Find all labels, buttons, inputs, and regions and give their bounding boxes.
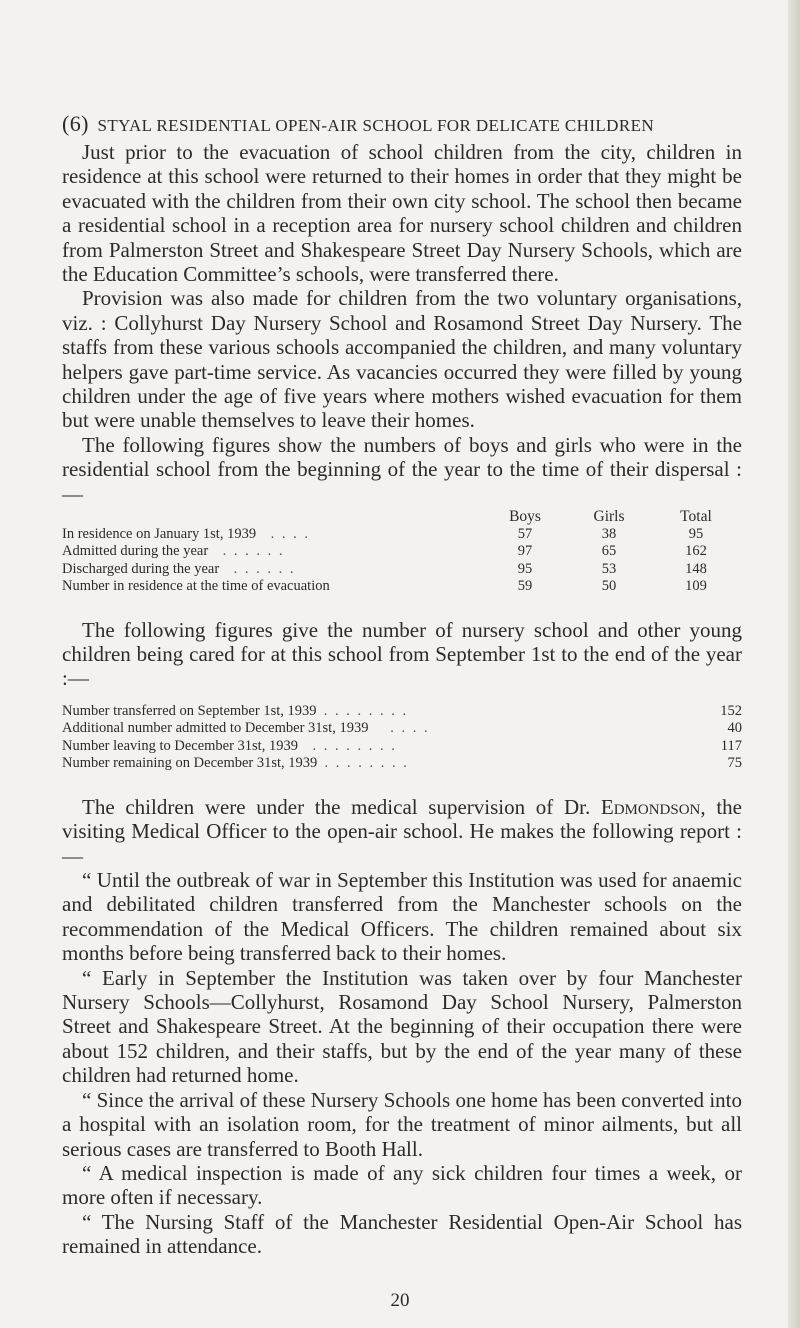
row-value: 40 xyxy=(727,720,742,737)
boys-value: 59 xyxy=(517,578,533,595)
page-content xyxy=(62,112,742,1259)
row-label: Admitted during the year xyxy=(62,543,209,560)
quote-nursing-staff: “ The Nursing Staff of the Manchester Residential Open-Air School has remained in attendance. xyxy=(62,1209,742,1259)
section-heading xyxy=(62,112,742,138)
quote-nursery-takeover: “ Early in September the Institution was taken over by four Manchester Nursery Schools—Collyhurst, Rosamond Day School Nursery, Palmerston Street and Shakespeare Street. At the beginning of their occupation there were about 152 children, and their staffs, but by the end of the year many of these children had returned home. xyxy=(62,965,742,1088)
row-label: Discharged during the year xyxy=(62,560,220,577)
header-total: Total xyxy=(680,508,712,526)
table-row xyxy=(62,720,742,738)
paragraph-provision: Provision was also made for children from the two voluntary organisations, viz. : Collyhurst Day Nursery School and Rosamond Street Day Nursery. The staffs from these various schools accompanied the children, and many voluntary helpers gave part-time service. As vacancies occurred they were filled by young children under the age of five years where mothers wished evacuation for them but were unable themselves to leave their homes. xyxy=(62,286,742,433)
girls-value: 38 xyxy=(601,525,617,542)
header-girls: Girls xyxy=(593,508,625,526)
table-row xyxy=(62,755,742,773)
table-row xyxy=(62,578,742,596)
quote-medical-inspection: “ A medical inspection is made of any sick children four times a week, or more often if necessary. xyxy=(62,1160,742,1210)
section-number: (6) xyxy=(62,111,89,136)
girls-value: 50 xyxy=(601,578,617,595)
total-value: 162 xyxy=(685,543,707,560)
paragraph-nursery-intro: The following figures give the number of nursery school and other young children being cared for at this school from September 1st to the end of the year :— xyxy=(62,617,742,691)
table-row xyxy=(62,703,742,721)
leader-dots: . . . . xyxy=(270,525,310,542)
girls-value: 65 xyxy=(601,543,617,560)
quote-outbreak-of-war: “ Until the outbreak of war in September this Institution was used for anaemic and debilitated children transferred from the Manchester schools on the recommendation of the Medical Officers. The children remained about six months before being transferred back to their homes. xyxy=(62,868,742,966)
total-value: 109 xyxy=(685,578,707,595)
page-number: 20 xyxy=(390,1290,410,1311)
paragraph-figures-intro: The following figures show the numbers of boys and girls who were in the residential school from the beginning of the year to the time of their dispersal :— xyxy=(62,432,742,506)
row-label: Number transferred on September 1st, 1939 xyxy=(62,702,317,719)
row-label: Additional number admitted to December 31st, 1939 xyxy=(62,720,369,737)
row-value: 75 xyxy=(727,755,742,772)
supervision-text-start: The children were under the medical supervision of Dr. xyxy=(82,794,601,819)
girls-value: 53 xyxy=(601,560,617,577)
residence-table-header xyxy=(62,508,742,526)
leader-dots: . . . . . . . . xyxy=(324,755,409,772)
leader-dots: . . . . . . . . xyxy=(323,702,409,719)
row-label: Number leaving to December 31st, 1939 xyxy=(62,737,298,754)
row-label: Number in residence at the time of evacuation xyxy=(62,578,330,595)
table-row xyxy=(62,561,742,579)
total-value: 95 xyxy=(688,525,704,542)
table-row xyxy=(62,738,742,756)
leader-dots: . . . . xyxy=(390,720,430,737)
supervision-text-end: , the visiting Medical Officer to the open-air school. He makes the following report :— xyxy=(62,794,742,868)
header-boys: Boys xyxy=(509,508,541,526)
nursery-table xyxy=(62,703,742,773)
row-label: In residence on January 1st, 1939 xyxy=(62,525,257,542)
row-label: Number remaining on December 31st, 1939 xyxy=(62,755,318,772)
boys-value: 95 xyxy=(517,560,533,577)
boys-value: 97 xyxy=(517,543,533,560)
paragraph-evacuation: Just prior to the evacuation of school children from the city, children in residence at this school were returned to their homes in order that they might be evacuated with the children from their own city school. The school then became a residential school in a reception area for nursery school children and children from Palmerston Street and Shakespeare Street Day Nursery Schools, which are the Education Committee’s schools, were transferred there. xyxy=(62,140,742,287)
boys-value: 57 xyxy=(517,525,533,542)
section-title: STYAL RESIDENTIAL OPEN-AIR SCHOOL FOR DELICATE CHILDREN xyxy=(97,116,655,135)
total-value: 148 xyxy=(685,560,707,577)
quote-hospital-conversion: “ Since the arrival of these Nursery Schools one home has been converted into a hospital with an isolation room, for the treatment of minor ailments, but all serious cases are transferred to Booth Hall. xyxy=(62,1087,742,1161)
page-edge-shadow xyxy=(788,0,800,1328)
table-row xyxy=(62,526,742,544)
leader-dots: . . . . . . xyxy=(222,543,285,560)
leader-dots: . . . . . . xyxy=(233,560,296,577)
leader-dots: . . . . . . . . xyxy=(312,737,397,754)
row-value: 152 xyxy=(720,702,742,719)
doctor-name: Edmondson xyxy=(600,794,701,819)
residence-table xyxy=(62,508,742,596)
paragraph-medical-supervision xyxy=(62,795,742,868)
row-value: 117 xyxy=(720,737,742,754)
table-row xyxy=(62,543,742,561)
